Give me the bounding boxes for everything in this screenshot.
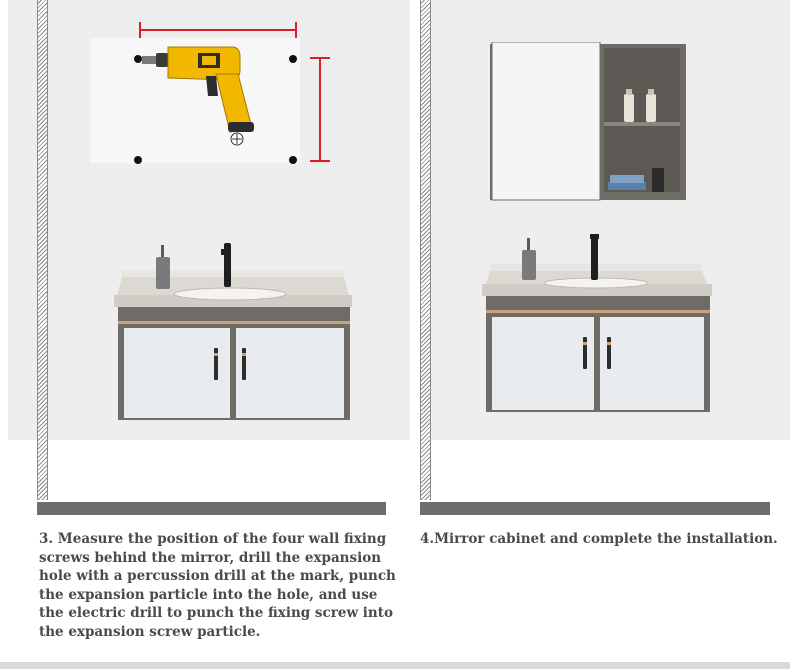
floor-line-left [37,502,386,515]
wall-hatch-left [37,0,48,500]
soap-dispenser-icon [522,238,536,280]
step-4-instructions: 4.Mirror cabinet and complete the installation. [420,531,778,547]
soap-dispenser-icon [156,245,170,289]
wall-hatch-right [420,0,431,500]
mirror-cabinet-icon [490,42,690,202]
drill-measurement-diagram [80,10,350,175]
bottom-divider [0,662,790,669]
floor-line-right [420,502,770,515]
bathroom-vanity-icon [110,235,360,425]
faucet-icon [590,234,599,280]
vertical-measure [310,58,330,161]
bathroom-vanity-icon-step-4 [478,230,718,420]
step-3-instructions: 3. Measure the position of the four wall fixing screws behind the mirror, drill the expansion hole with a percussion drill at the mark, punch the expansion particle into the hole, and use the electric drill to punch the fixing screw into the expansion screw particle. [39,531,396,640]
horizontal-measure [140,22,296,38]
